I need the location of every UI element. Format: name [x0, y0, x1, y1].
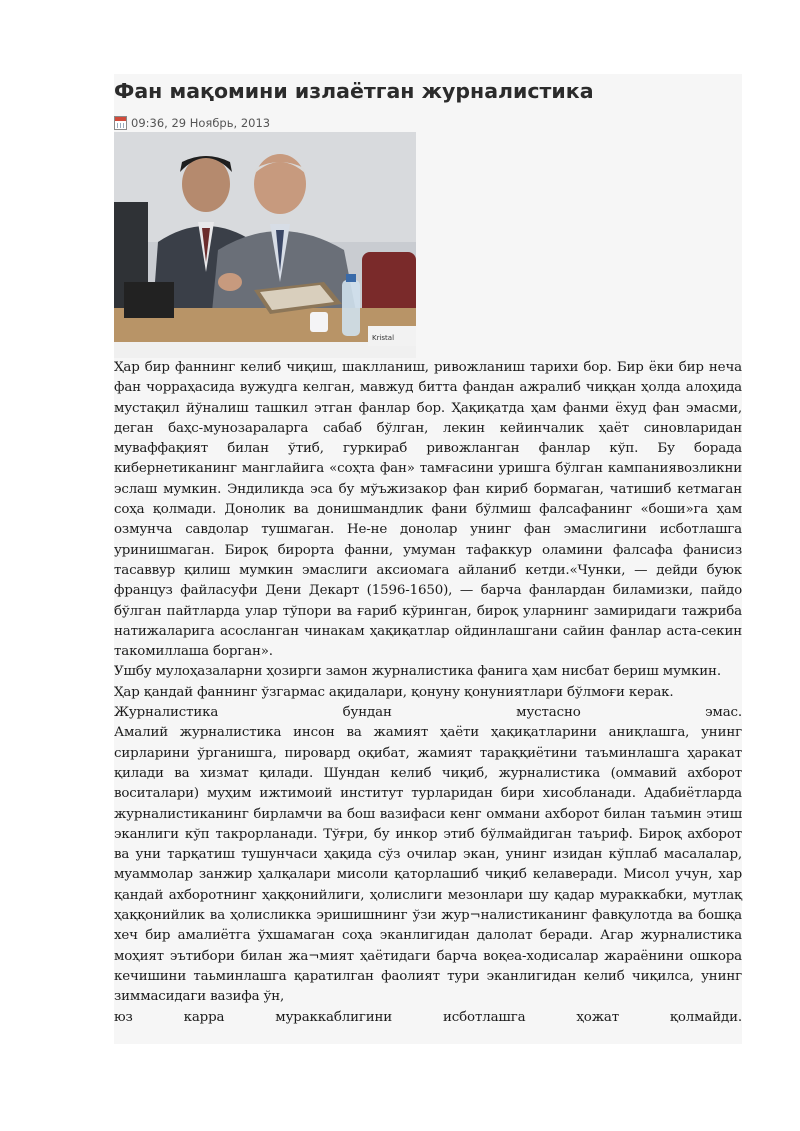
article-body: [114, 358, 742, 1028]
article-paragraph: Журналистика бундан мустасно эмас.: [114, 705, 742, 721]
article-paragraph: Ҳар бир фаннинг келиб чиқиш, шаклланиш, ривожланиш тарихи бор. Бир ёки бир неча фан чорраҳасида вужудга келган, мавжуд битта фандан ажралиб чиққан ҳолда алоҳида мустақил йўналиш ташкил этган фанлар бор. Ҳақиқатда ҳам фанми ёхуд фан эмасми, деган баҳс-мунозараларга сабаб бўлган, лекин кейинчалик ҳаёт синовларидан муваффақият билан ўтиб, гуркираб ривожланган фанлар кўп. Бу борада кибернетиканинг манглайига «соҳта фан» тамғасини уришга бўлган кампаниявозликни эслаш мумкин. Эндиликда эса бу мўъжизакор фан кириб бормаган, чатишиб кетмаган соҳа қолмади. Донолик ва донишмандлик фани бўлмиш фалсафанинг «боши»га ҳам озмунча савдолар тушмаган. Не-не донолар унинг фан эмаслигини исботлашга уринишмаган. Бироқ бирорта фанни, умуман тафаккур оламини фалсафа фанисиз тасаввур қилиш мумкин эмаслиги аксиомага айланиб кетди.«Чунки, — дейди буюк француз файласуфи Дени Декарт (1596-1650), — барча фанлардан биламизки, пайдо бўлган пайтларда улар тўпори ва ғариб кўринган, бироқ уларнинг замиридаги тажриба натижаларига асосланган чинакам ҳақиқатлар ойдинлашгани сайин фанлар аста-секин такомиллаша борган».: [114, 360, 742, 660]
photo-name-card: Kristal: [372, 334, 395, 342]
article-date: 09:36, 29 Ноябрь, 2013: [131, 116, 271, 130]
calendar-icon: [114, 116, 127, 130]
article-paragraph: юз карра мураккаблигини исботлашга ҳожат қолмайди.: [114, 1009, 742, 1025]
article-meta: [114, 114, 270, 132]
article-title: Фан мақомини излаётган журналистика: [114, 79, 594, 103]
article-photo: [114, 132, 416, 358]
article-paragraph: Ушбу мулоҳазаларни ҳозирги замон журналистика фанига ҳам нисбат бериш мумкин.: [114, 664, 721, 680]
article-paragraph: Ҳар қандай фаннинг ўзгармас ақидалари, қонуну қонуниятлари бўлмоғи керак.: [114, 684, 674, 700]
article-paragraph: Амалий журналистика инсон ва жамият ҳаёти ҳақиқатларини аниқлашга, унинг сирларини ўрганишга, пировард оқибат, жамият тараққиётини таъминлашга ҳаракат қилади ва хизмат қилади. Шундан келиб чиқиб, журналистика (оммавий ахборот воситалари) муҳим ижтимоий институт турларидан бири хисобланади. Адабиётларда журналистиканинг бирламчи ва бош вазифаси кенг оммани ахборот билан таъмин этиш эканлиги кўп такрорланади. Тўғри, бу инкор этиб бўлмайдиган таъриф. Бироқ ахборот ва уни тарқатиш тушунчаси ҳақида сўз очилар экан, унинг изидан кўплаб масалалар, муаммолар занжир ҳалқалари мисоли қаторлашиб чиқиб келаверади. Мисол учун, хар қандай ахборотнинг ҳаққонийлиги, ҳолислиги мезонлари шу қадар мураккабки, мутлақ ҳаққонийлик ва ҳолисликка эришишнинг ўзи жур¬налистиканинг фавқулотда ва бошқа хеч бир амалиётга ўхшамаган соҳа эканлигидан далолат беради. Агар журналистика моҳият эътибори билан жа¬мият ҳаётидаги барча воқеа-ходисалар жараёнини ошкора кечишини таьминлашга қаратилган фаолият тури эканлигидан келиб чиқилса, унинг зиммасидаги вазифа ўн,: [114, 725, 742, 1005]
